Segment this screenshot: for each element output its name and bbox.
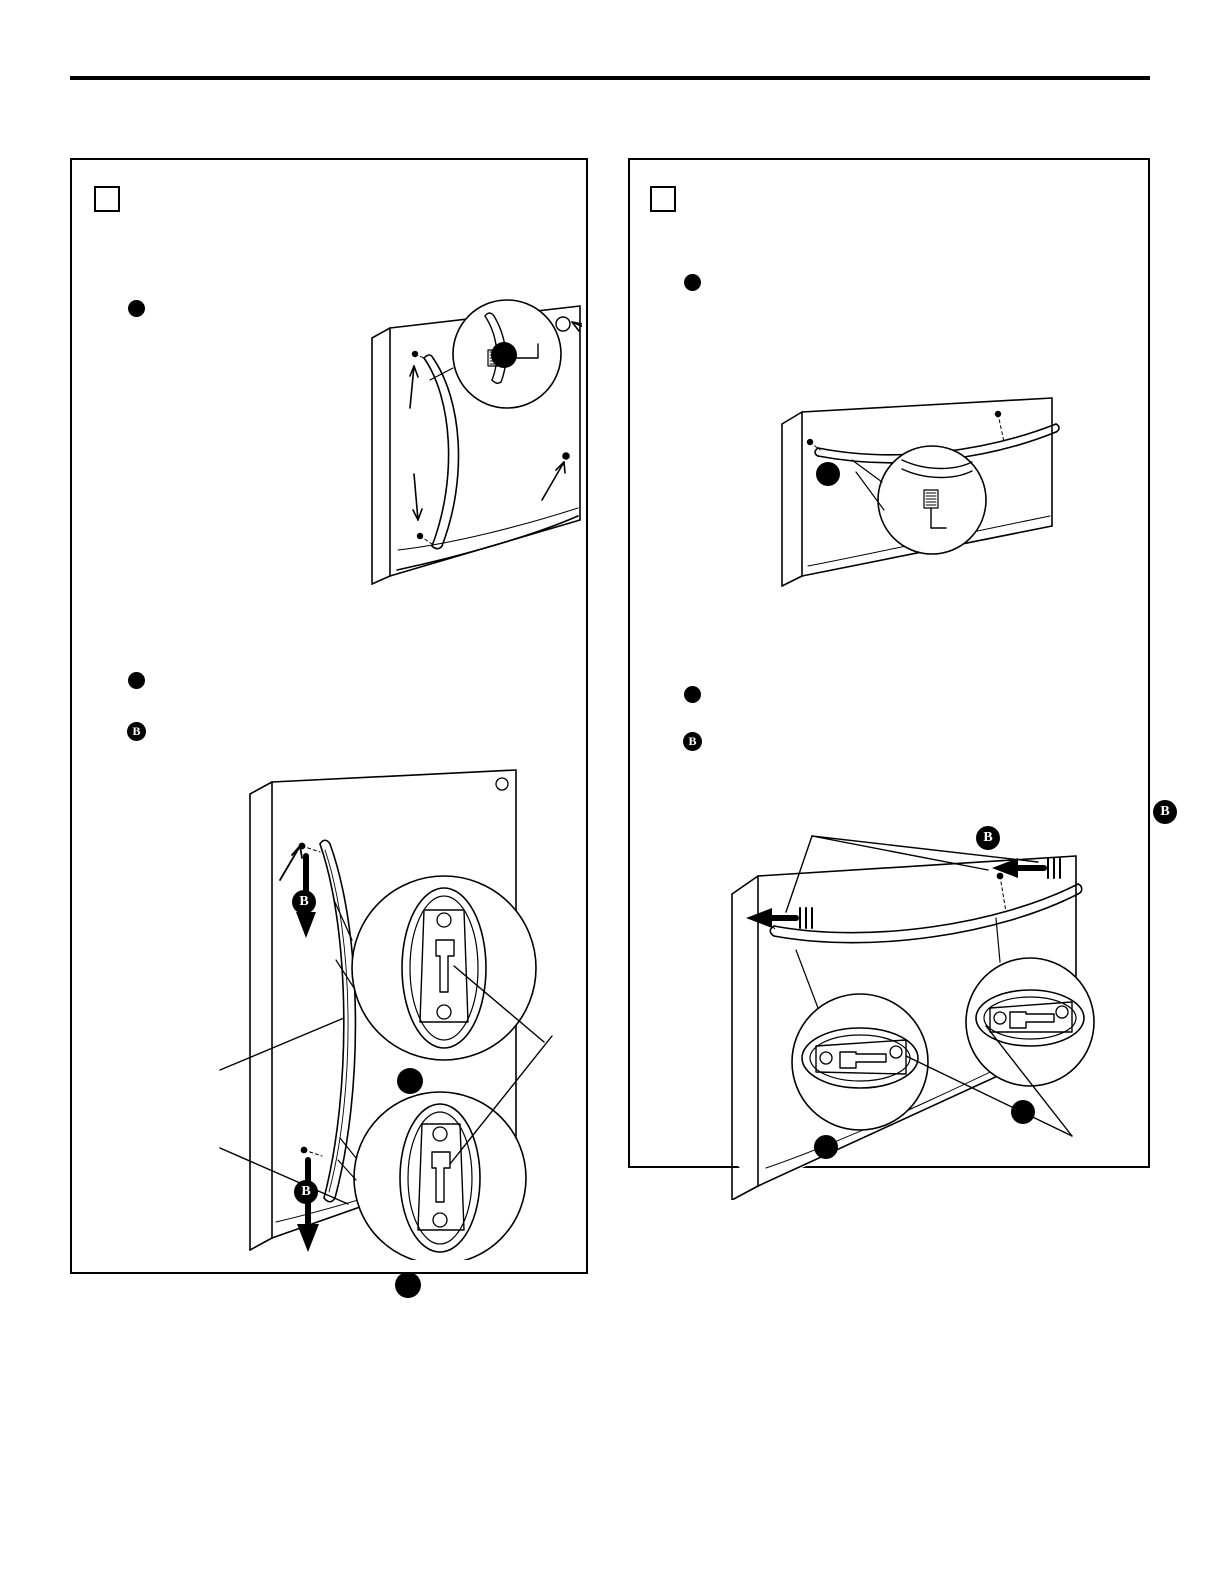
- bullet-dot-right-1: [684, 274, 701, 291]
- figure-callout-b-left-top: B: [292, 890, 316, 914]
- refrigerator-door-handle-detail-top: [302, 288, 582, 588]
- figure-callout-dot-right-2: [814, 1135, 838, 1159]
- freezer-drawer-handle-detail: [760, 380, 1080, 610]
- figure-callout-dot-right-1: [816, 462, 840, 486]
- refrigerator-door-handle-mounting-detail: [172, 760, 592, 1260]
- figure-callout-dot-left-3: [395, 1272, 421, 1298]
- figure-callout-b-right-right: B: [1153, 800, 1177, 824]
- bullet-dot-left-1: [128, 300, 145, 317]
- figure-callout-b-left-bottom: B: [294, 1180, 318, 1204]
- figure-callout-dot-left-1: [491, 342, 517, 368]
- bullet-letter-left-b: B: [127, 722, 146, 741]
- figure-callout-dot-left-2: [397, 1068, 423, 1094]
- header-rule: [70, 76, 1150, 80]
- figure-callout-dot-right-3: [1011, 1100, 1035, 1124]
- figure-callout-b-right-left: B: [976, 826, 1000, 850]
- freezer-drawer-handle-mounting-detail: [700, 800, 1130, 1200]
- right-step-panel: [628, 158, 1170, 1168]
- left-step-panel: [70, 158, 588, 1274]
- bullet-letter-right-b: B: [683, 732, 702, 751]
- bullet-dot-left-2: [128, 672, 145, 689]
- step-checkbox-right[interactable]: [650, 186, 676, 212]
- step-checkbox-left[interactable]: [94, 186, 120, 212]
- bullet-dot-right-2: [684, 686, 701, 703]
